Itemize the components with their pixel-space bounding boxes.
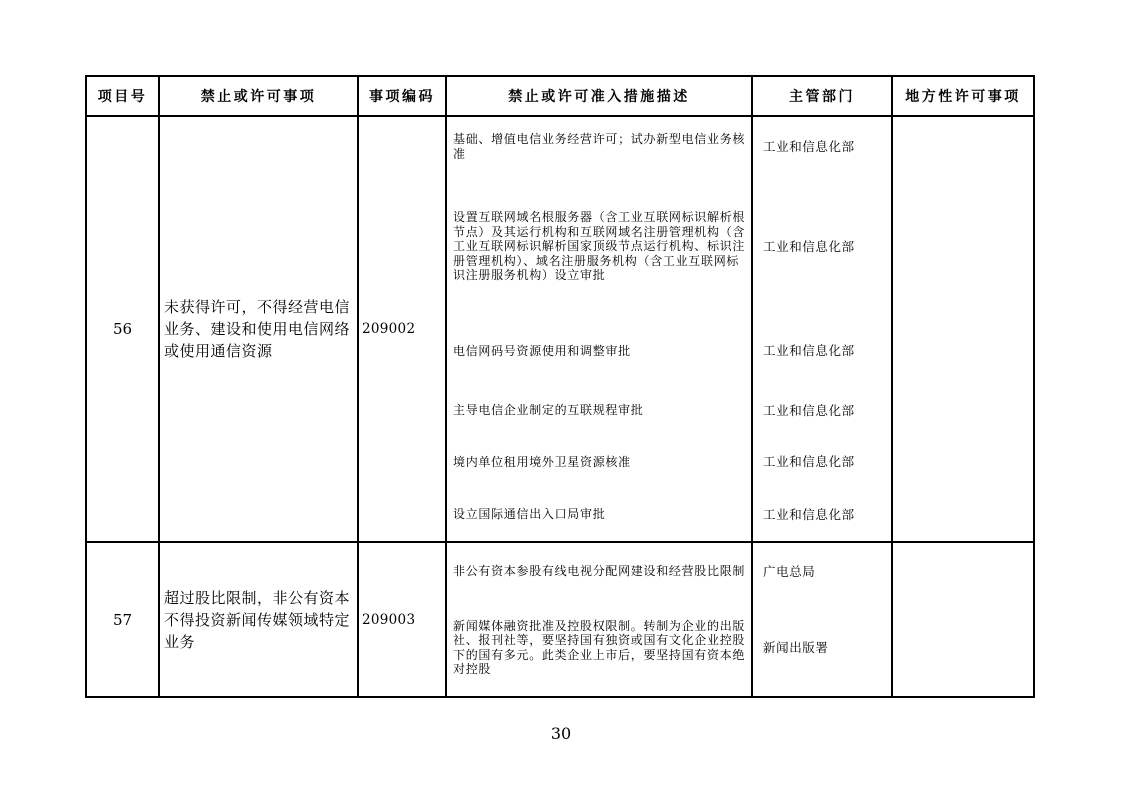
department-entry (753, 488, 891, 541)
measure-entry (447, 177, 751, 316)
department-entry (753, 316, 891, 386)
measure-description: 设立国际通信出入口局审批 (453, 507, 606, 522)
measure-description: 电信网码号资源使用和调整审批 (453, 343, 631, 358)
project-number-cell: 57 (87, 543, 160, 696)
measure-entry (447, 117, 751, 177)
item-text: 超过股比限制，非公有资本不得投资新闻传媒领域特定业务 (164, 588, 351, 651)
measure-entry (447, 386, 751, 436)
departments-column (753, 117, 893, 541)
department-name: 工业和信息化部 (763, 403, 855, 419)
department-name: 工业和信息化部 (763, 507, 855, 523)
measure-description: 非公有资本参股有线电视分配网建设和经营股比限制 (453, 563, 746, 578)
header-prohibited-or-permitted-item: 禁止或许可事项 (160, 77, 359, 115)
measure-description: 基础、增值电信业务经营许可；试办新型电信业务核准 (453, 132, 746, 161)
department-name: 工业和信息化部 (763, 343, 855, 359)
page-number: 30 (550, 724, 572, 743)
department-entry (753, 386, 891, 436)
local-permit-cell (893, 543, 1033, 696)
item-cell (160, 543, 359, 696)
measure-description: 境内单位租用境外卫星资源核准 (453, 454, 631, 469)
measure-entry (447, 599, 751, 696)
local-permit-cell (893, 117, 1033, 541)
measure-description: 设置互联网域名根服务器（含工业互联网标识解析根节点）及其运行机构和互联网域名注册管理机构（含工业互联网标识解析国家顶级节点运行机构、标识注册管理机构）、域名注册服务机构（含工业互联网标识注册服务机构）设立审批 (453, 210, 746, 283)
department-entry (753, 436, 891, 489)
table-header-row (87, 77, 1033, 117)
measure-description: 新闻媒体融资批准及控股权限制。转制为企业的出版社、报刊社等，要坚持国有独资或国有文化企业控股下的国有多元。此类企业上市后，要坚持国有资本绝对控股 (453, 618, 746, 676)
department-entry (753, 177, 891, 316)
header-project-number: 项目号 (87, 77, 160, 115)
department-name: 新闻出版署 (763, 640, 829, 655)
department-name: 工业和信息化部 (763, 238, 855, 254)
item-code-cell: 209003 (359, 543, 447, 696)
table-row (87, 117, 1033, 543)
departments-column (753, 543, 893, 696)
header-item-code: 事项编码 (359, 77, 447, 115)
measure-entry (447, 436, 751, 489)
access-measures-table (85, 75, 1035, 698)
department-entry (753, 599, 891, 696)
measures-column (447, 543, 753, 696)
department-name: 工业和信息化部 (763, 454, 855, 470)
table-body (87, 117, 1033, 696)
header-local-permit-item: 地方性许可事项 (905, 89, 1021, 105)
header-measure-description: 禁止或许可准入措施描述 (447, 77, 753, 115)
item-code-cell: 209002 (359, 117, 447, 541)
measures-column (447, 117, 753, 541)
project-number-cell: 56 (87, 117, 160, 541)
measure-entry (447, 488, 751, 541)
department-name: 广电总局 (763, 563, 816, 579)
measure-entry (447, 316, 751, 386)
item-cell (160, 117, 359, 541)
item-text: 未获得许可，不得经营电信业务、建设和使用电信网络或使用通信资源 (164, 298, 351, 360)
measure-entry (447, 543, 751, 599)
header-competent-department: 主管部门 (753, 77, 893, 115)
department-entry (753, 543, 891, 599)
table-row (87, 543, 1033, 696)
measure-description: 主导电信企业制定的互联规程审批 (453, 403, 644, 418)
department-name: 工业和信息化部 (763, 139, 855, 155)
department-entry (753, 117, 891, 177)
